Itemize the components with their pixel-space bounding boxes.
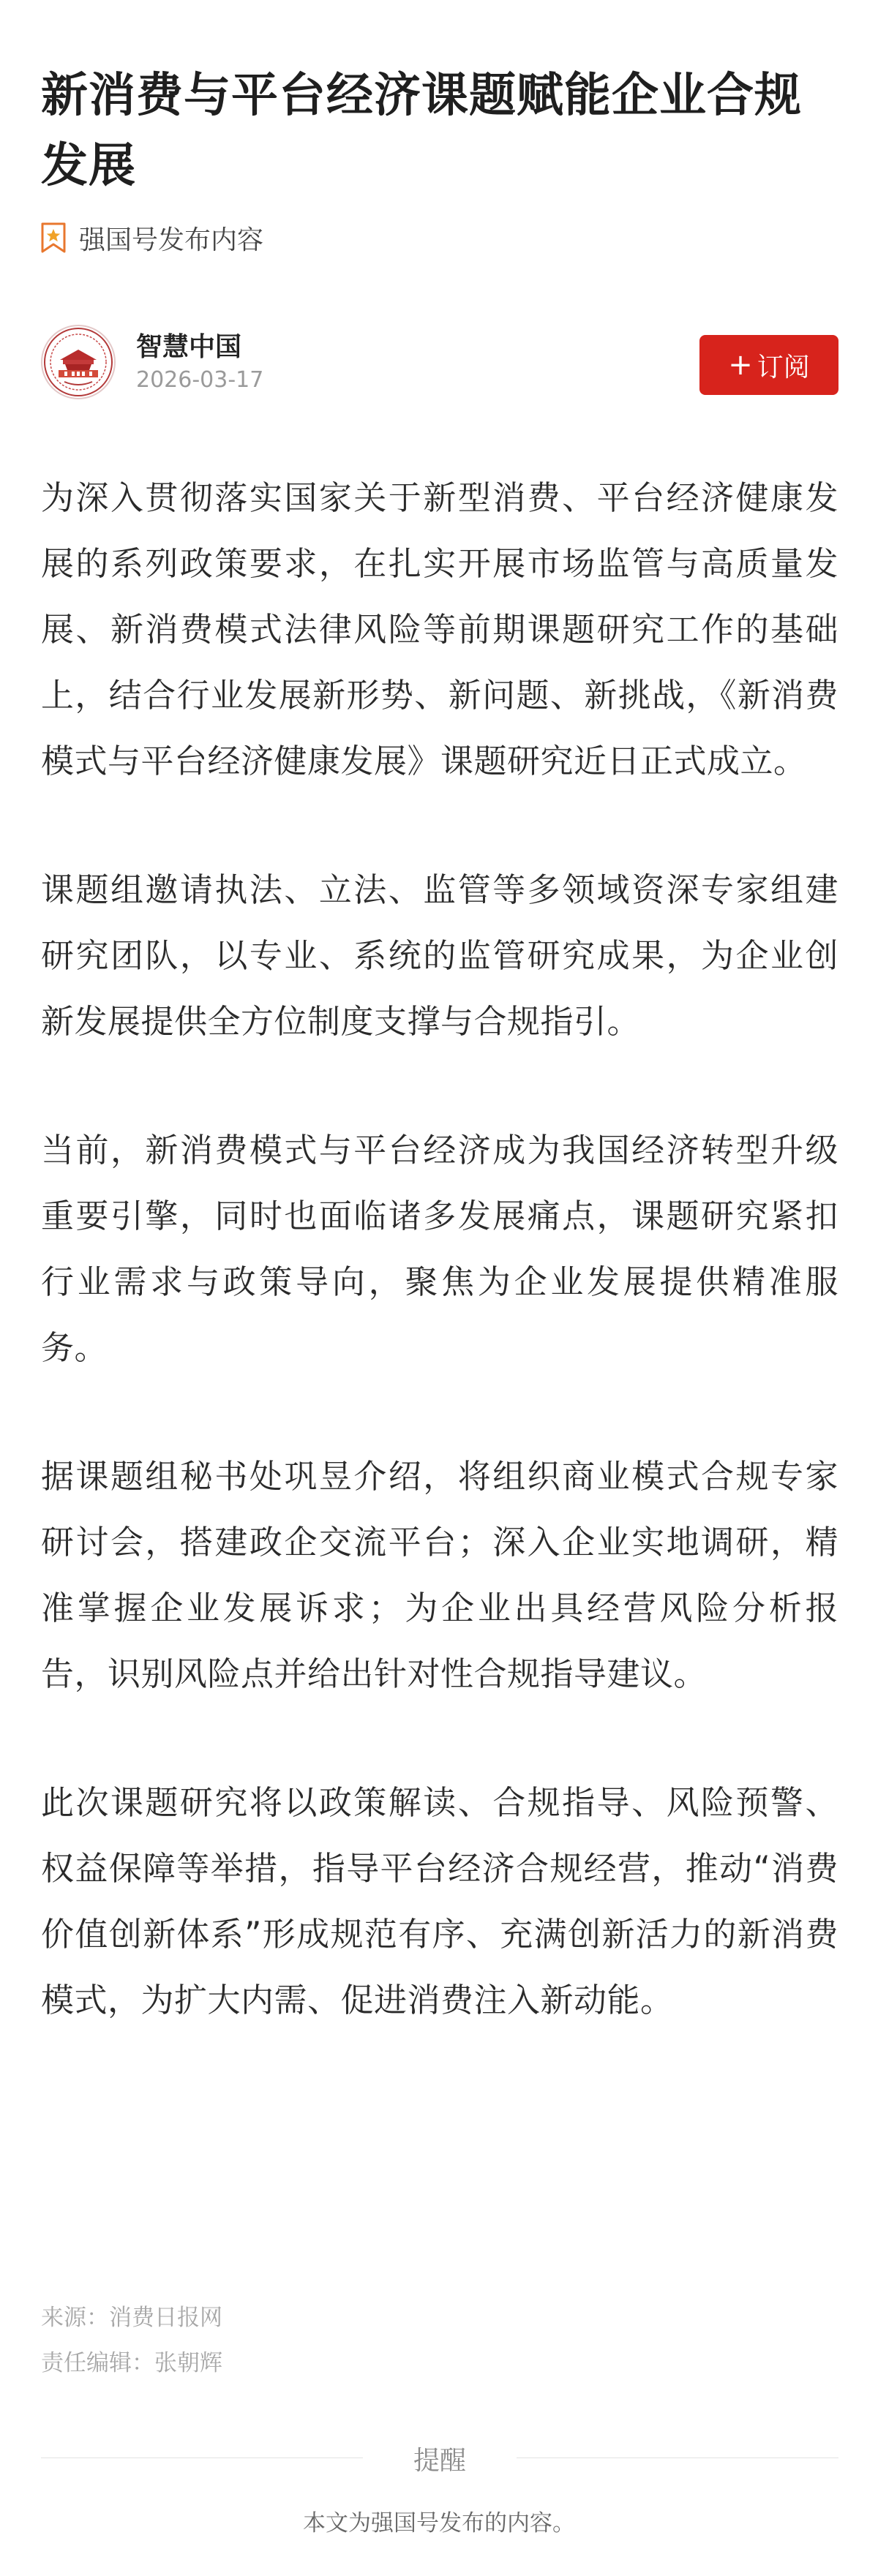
plus-icon: + [728,348,753,382]
editor-line: 责任编辑：张朝辉 [41,2350,222,2376]
bookmark-star-icon [41,222,66,253]
article-paragraph: 据课题组秘书处巩昱介绍，将组织商业模式合规专家研讨会，搭建政企交流平台；深入企业实地调研，精准掌握企业发展诉求；为企业出具经营风险分析报告，识别风险点并给出针对性合规指导建议。 [41,1457,838,1693]
author-name[interactable]: 智慧中国 [136,332,242,362]
subscribe-label: 订阅 [757,352,810,383]
article-title: 新消费与平台经济课题赋能企业合规发展 [41,68,802,193]
reminder-divider [41,2436,838,2479]
article-paragraph: 课题组邀请执法、立法、监管等多领域资深专家组建研究团队，以专业、系统的监管研究成果，为企业创新发展提供全方位制度支撑与合规指引。 [41,870,838,1041]
tiananmen-emblem-icon [42,326,114,398]
subscribe-button[interactable] [699,335,838,395]
author-avatar[interactable] [41,325,116,399]
author-row [41,322,838,402]
article-paragraph: 为深入贯彻落实国家关于新型消费、平台经济健康发展的系列政策要求，在扎实开展市场监管与高质量发展、新消费模式法律风险等前期课题研究工作的基础上，结合行业发展新形势、新问题、新挑战，《新消费模式与平台经济健康发展》课题研究近日正式成立。 [41,478,838,780]
article-meta [41,2295,222,2386]
publish-date: 2026-03-17 [136,367,264,393]
article-body [41,465,838,2096]
source-tag-label: 强国号发布内容 [79,225,264,255]
article-paragraph: 此次课题研究将以政策解读、合规指导、风险预警、权益保障等举措，指导平台经济合规经营，推动“消费价值创新体系”形成规范有序、充满创新活力的新消费模式，为扩大内需、促进消费注入新动能。 [41,1783,838,2019]
source-line: 来源：消费日报网 [41,2305,222,2331]
source-tag [41,219,263,256]
article-paragraph: 当前，新消费模式与平台经济成为我国经济转型升级重要引擎，同时也面临诸多发展痛点，课题研究紧扣行业需求与政策导向，聚焦为企业发展提供精准服务。 [41,1131,838,1367]
publish-notice: 本文为强国号发布的内容。 [303,2510,575,2537]
reminder-label: 提醒 [413,2446,466,2476]
